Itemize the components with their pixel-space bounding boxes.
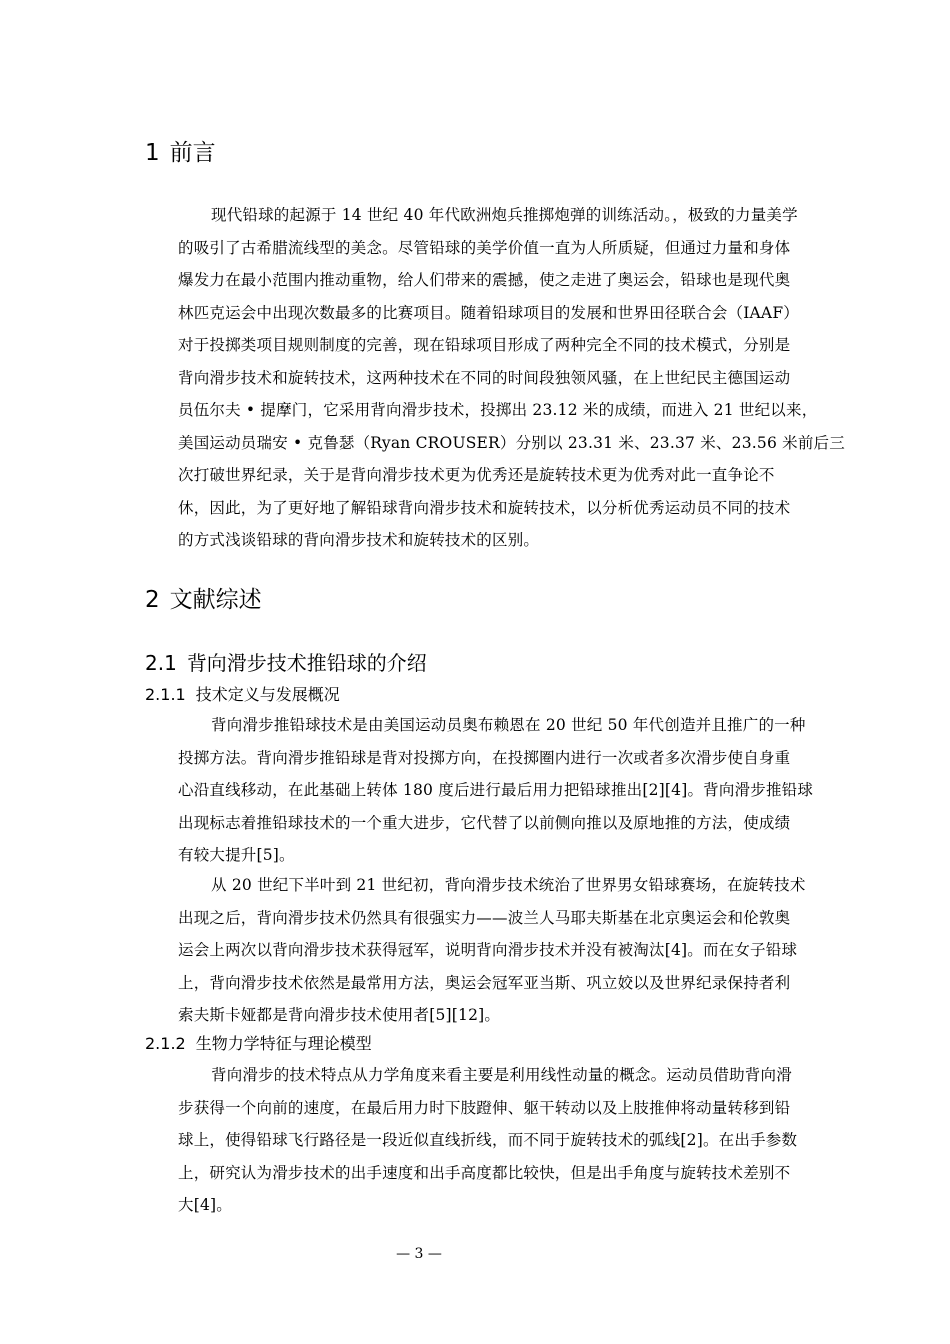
text-line: 索夫斯卡娅都是背向滑步技术使用者[5][12]。 <box>178 1006 501 1024</box>
text-line: 从 20 世纪下半叶到 21 世纪初，背向滑步技术统治了世界男女铅球赛场，在旋转技术 <box>211 876 806 894</box>
section-1-heading <box>145 138 216 168</box>
text-line: 现代铅球的起源于 14 世纪 40 年代欧洲炮兵推掷炮弹的训练活动。，极致的力量美学 <box>211 206 798 224</box>
text-line: 心沿直线移动，在此基础上转体 180 度后进行最后用力把铅球推出[2][4]。背向滑步推铅球 <box>178 781 814 799</box>
text-line: 对于投掷类项目规则制度的完善，现在铅球项目形成了两种完全不同的技术模式，分别是 <box>178 336 791 354</box>
text-line: 员伍尔夫 • 提摩门，它采用背向滑步技术，投掷出 23.12 米的成绩，而进入 21 世纪以来， <box>178 401 818 419</box>
page-number: — 3 — <box>396 1246 442 1262</box>
development-paragraph <box>145 869 805 1032</box>
text-line: 大[4]。 <box>178 1196 232 1214</box>
section-number: 2 <box>145 587 160 613</box>
section-title: 生物力学特征与理论模型 <box>195 1034 372 1053</box>
section-2-1-heading <box>145 650 427 676</box>
text-line: 次打破世界纪录，关于是背向滑步技术更为优秀还是旋转技术更为优秀对此一直争论不 <box>178 466 775 484</box>
section-2-1-2-heading <box>145 1033 372 1055</box>
text-line: 爆发力在最小范围内推动重物，给人们带来的震撼，使之走进了奥运会，铅球也是现代奥 <box>178 271 791 289</box>
text-line: 背向滑步的技术特点从力学角度来看主要是利用线性动量的概念。运动员借助背向滑 <box>211 1066 792 1084</box>
text-line: 背向滑步推铅球技术是由美国运动员奥布赖恩在 20 世纪 50 年代创造并且推广的一种 <box>211 716 806 734</box>
text-line: 投掷方法。背向滑步推铅球是背对投掷方向，在投掷圈内进行一次或者多次滑步使自身重 <box>178 748 791 767</box>
text-line: 出现之后，背向滑步技术仍然具有很强实力——波兰人马耶夫斯基在北京奥运会和伦敦奥 <box>178 908 791 927</box>
text-line: 球上，使得铅球飞行路径是一段近似直线折线，而不同于旋转技术的弧线[2]。在出手参数 <box>178 1131 798 1149</box>
section-number: 1 <box>145 140 160 166</box>
text-line: 有较大提升[5]。 <box>178 846 295 864</box>
text-line: 上，研究认为滑步技术的出手速度和出手高度都比较快，但是出手角度与旋转技术差别不 <box>178 1163 791 1182</box>
section-title: 前言 <box>169 140 216 166</box>
text-line: 美国运动员瑞安 • 克鲁瑟（Ryan CROUSER）分别以 23.31 米、23.37 米、23.56 米前后三 <box>178 433 845 452</box>
text-line: 休，因此，为了更好地了解铅球背向滑步技术和旋转技术，以分析优秀运动员不同的技术 <box>178 498 791 517</box>
biomechanics-paragraph <box>145 1059 805 1222</box>
definition-paragraph <box>145 709 814 872</box>
section-title: 技术定义与发展概况 <box>195 685 340 704</box>
text-line: 林匹克运会中出现次数最多的比赛项目。随着铅球项目的发展和世界田径联合会（IAAF） <box>178 303 799 322</box>
text-line: 的吸引了古希腊流线型的美念。尽管铅球的美学价值一直为人所质疑，但通过力量和身体 <box>178 238 791 257</box>
text-line: 的方式浅谈铅球的背向滑步技术和旋转技术的区别。 <box>178 531 540 549</box>
text-line: 步获得一个向前的速度，在最后用力时下肢蹬伸、躯干转动以及上肢推伸将动量转移到铅 <box>178 1098 791 1117</box>
section-number: 2.1.1 <box>145 685 186 704</box>
text-line: 运会上两次以背向滑步技术获得冠军，说明背向滑步技术并没有被淘汰[4]。而在女子铅球 <box>178 941 798 959</box>
text-line: 背向滑步技术和旋转技术，这两种技术在不同的时间段独领风骚，在上世纪民主德国运动 <box>178 368 791 387</box>
intro-paragraph <box>145 199 845 557</box>
section-2-heading <box>145 585 262 615</box>
text-line: 出现标志着推铅球技术的一个重大进步，它代替了以前侧向推以及原地推的方法，使成绩 <box>178 813 791 832</box>
section-title: 背向滑步技术推铅球的介绍 <box>186 651 427 675</box>
section-number: 2.1 <box>145 651 177 675</box>
text-line: 上，背向滑步技术依然是最常用方法，奥运会冠军亚当斯、巩立姣以及世界纪录保持者利 <box>178 973 791 992</box>
section-number: 2.1.2 <box>145 1034 186 1053</box>
section-2-1-1-heading <box>145 684 340 706</box>
section-title: 文献综述 <box>169 587 262 613</box>
